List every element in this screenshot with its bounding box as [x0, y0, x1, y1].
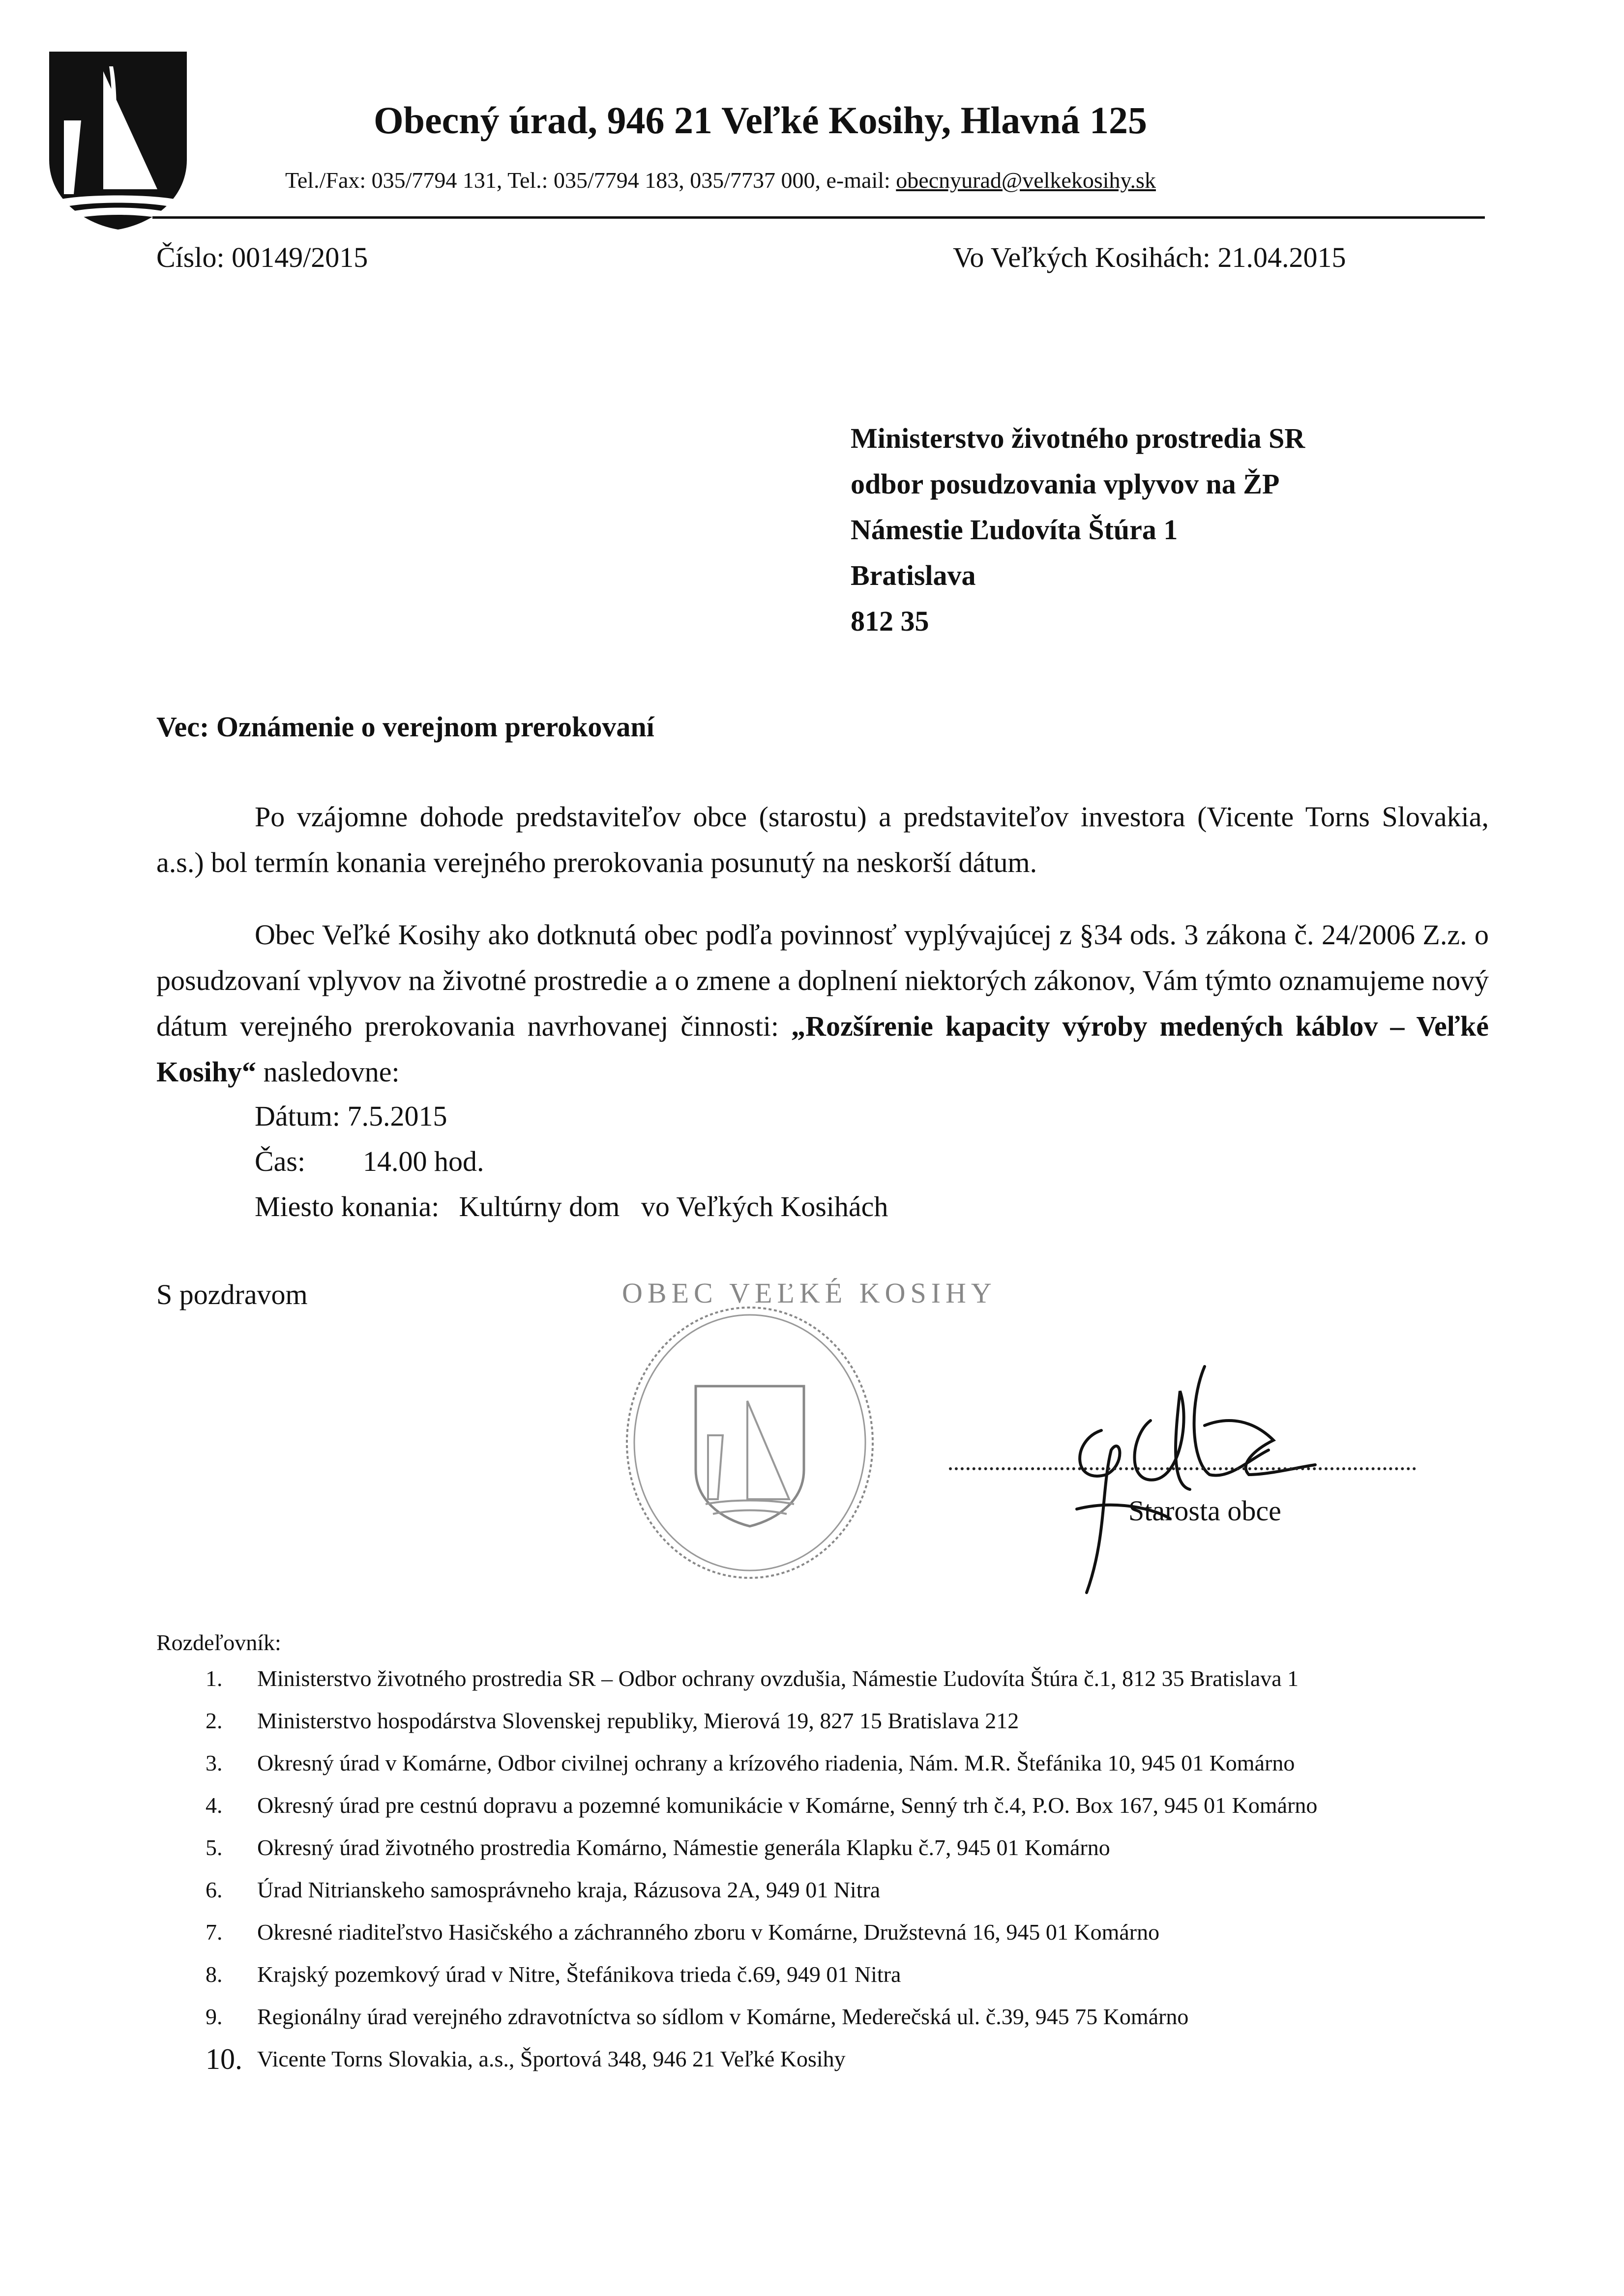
recipient-line: Ministerstvo životného prostredia SR — [851, 422, 1305, 454]
list-item-number: 10. — [206, 2043, 242, 2075]
contact-phones: Tel./Fax: 035/7794 131, Tel.: 035/7794 183, 035/7737 000, e-mail: — [285, 168, 896, 193]
body-paragraph-2 — [156, 912, 1489, 1095]
list-item-text: Ministerstvo životného prostredia SR – Odbor ochrany ovzdušia, Námestie Ľudovíta Štúra č.1, 812 35 Bratislava 1 — [257, 1666, 1299, 1691]
reference-number: Číslo: 00149/2015 — [156, 241, 368, 273]
stamp-text: OBEC VEĽKÉ KOSIHY — [622, 1277, 997, 1309]
list-item — [156, 1704, 1489, 1738]
contact-line — [285, 167, 1156, 193]
list-item-number: 2. — [206, 1708, 223, 1733]
list-item — [156, 2000, 1489, 2034]
place-and-date: Vo Veľkých Kosihách: 21.04.2015 — [953, 241, 1346, 273]
meeting-time-row — [255, 1139, 888, 1184]
recipient-line: Bratislava — [851, 559, 976, 591]
letter-subject: Vec: Oznámenie o verejnom prerokovaní — [156, 711, 654, 743]
list-item-text: Vicente Torns Slovakia, a.s., Športová 348, 946 21 Veľké Kosihy — [257, 2046, 846, 2071]
list-item-number: 8. — [206, 1962, 223, 1987]
list-item-text: Okresný úrad pre cestnú dopravu a pozemné komunikácie v Komárne, Senný trh č.4, P.O. Box 167, 945 01 Komárno — [257, 1793, 1318, 1818]
list-item — [156, 1746, 1489, 1780]
signature-line — [949, 1467, 1416, 1470]
list-item-number: 6. — [206, 1877, 223, 1902]
list-item-number: 1. — [206, 1666, 223, 1691]
distribution-list — [156, 1661, 1489, 2084]
meeting-place-row — [255, 1184, 888, 1229]
sailboat-crest-icon — [44, 47, 192, 233]
municipal-stamp — [622, 1277, 997, 1583]
meeting-time-label: Čas: — [255, 1145, 306, 1177]
list-item — [156, 1788, 1489, 1823]
recipient-line: 812 35 — [851, 605, 929, 637]
list-item-text: Úrad Nitrianskeho samosprávneho kraja, Rázusova 2A, 949 01 Nitra — [257, 1877, 881, 1902]
list-item-text: Regionálny úrad verejného zdravotníctva so sídlom v Komárne, Mederečská ul. č.39, 945 75 Komárno — [257, 2004, 1189, 2029]
recipient-line: odbor posudzovania vplyvov na ŽP — [851, 468, 1280, 500]
meeting-time-value: 14.00 hod. — [363, 1145, 484, 1177]
recipient-line: Námestie Ľudovíta Štúra 1 — [851, 514, 1178, 546]
list-item — [156, 1873, 1489, 1907]
signer-title: Starosta obce — [1128, 1495, 1281, 1527]
meeting-date: Dátum: 7.5.2015 — [255, 1100, 447, 1132]
project-name: „Rozšírenie kapacity výroby medených káblov – Veľké Kosihy“ — [156, 1010, 1489, 1088]
distribution-title: Rozdeľovník: — [156, 1630, 281, 1655]
list-item-text: Ministerstvo hospodárstva Slovenskej republiky, Mierová 19, 827 15 Bratislava 212 — [257, 1708, 1019, 1733]
list-item-text: Okresné riaditeľstvo Hasičského a záchranného zboru v Komárne, Družstevná 16, 945 01 Komárno — [257, 1919, 1160, 1945]
list-item-text: Okresný úrad v Komárne, Odbor civilnej ochrany a krízového riadenia, Nám. M.R. Štefánika 10, 945 01 Komárno — [257, 1750, 1295, 1775]
paragraph-tail: nasledovne: — [256, 1056, 400, 1088]
list-item — [156, 1915, 1489, 1949]
handwritten-signature — [1042, 1362, 1318, 1598]
meeting-place-value: Kultúrny dom vo Veľkých Kosihách — [459, 1191, 888, 1222]
meeting-details — [255, 1094, 888, 1229]
list-item-text: Okresný úrad životného prostredia Komárno, Námestie generála Klapku č.7, 945 01 Komárno — [257, 1835, 1110, 1860]
paragraph-text: Obec Veľké Kosihy ako dotknutá obec podľa povinnosť vyplývajúcej z §34 ods. 3 zákona č. 24/2006 Z.z. o posudzovaní vplyvov na životné prostredie a o zmene a doplnení niektorých zákonov, Vám týmto oznamujeme nový dátum verejného prerokovania navrhovanej činnosti: — [156, 919, 1489, 1042]
list-item-number: 9. — [206, 2004, 223, 2029]
list-item — [156, 1957, 1489, 1992]
list-item-number: 5. — [206, 1835, 223, 1860]
contact-email-link[interactable]: obecnyurad@velkekosihy.sk — [896, 168, 1156, 193]
closing-greeting: S pozdravom — [156, 1279, 308, 1310]
list-item-number: 3. — [206, 1750, 223, 1775]
meeting-place-label: Miesto konania: — [255, 1191, 440, 1222]
list-item — [156, 1831, 1489, 1865]
list-item — [156, 2042, 1489, 2076]
list-item-number: 7. — [206, 1919, 223, 1945]
list-item-text: Krajský pozemkový úrad v Nitre, Štefánikova trieda č.69, 949 01 Nitra — [257, 1962, 901, 1987]
list-item-number: 4. — [206, 1793, 223, 1818]
recipient-address — [851, 415, 1305, 644]
body-paragraph-1: Po vzájomne dohode predstaviteľov obce (starostu) a predstaviteľov investora (Vicente Torns Slovakia, a.s.) bol termín konania verejného prerokovania posunutý na neskorší dátum. — [156, 801, 1489, 878]
office-title: Obecný úrad, 946 21 Veľké Kosihy, Hlavná 125 — [374, 99, 1147, 142]
list-item — [156, 1661, 1489, 1696]
header-divider — [152, 216, 1485, 219]
